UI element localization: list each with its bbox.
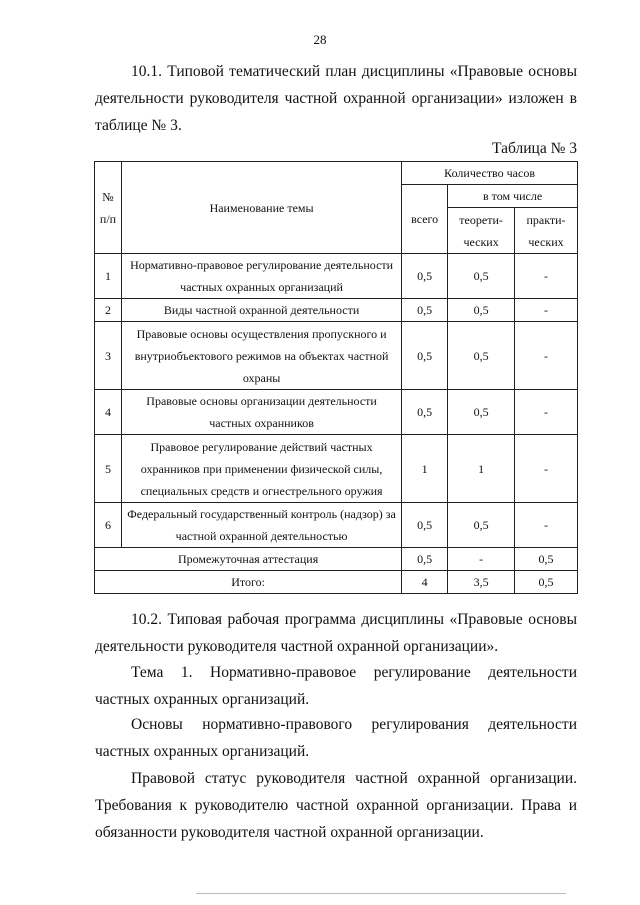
row-practice: - — [515, 322, 578, 390]
row-num: 1 — [95, 254, 122, 299]
summary-practice: 0,5 — [515, 548, 578, 571]
row-theory: 0,5 — [448, 503, 515, 548]
row-theory: 0,5 — [448, 254, 515, 299]
summary-label: Промежуточная аттестация — [95, 548, 402, 571]
row-theory: 0,5 — [448, 299, 515, 322]
row-theory: 0,5 — [448, 390, 515, 435]
row-total: 0,5 — [402, 390, 448, 435]
row-topic: Федеральный государственный контроль (надзор) за частной охранной деятельностью — [121, 503, 401, 548]
basics-paragraph-text: Основы нормативно-правового регулирования деятельности частных охранных организаций. — [95, 716, 577, 760]
header-topic: Наименование темы — [121, 162, 401, 254]
basics-paragraph — [95, 711, 577, 765]
summary-label: Итого: — [95, 571, 402, 594]
table-row — [95, 390, 578, 435]
row-practice: - — [515, 435, 578, 503]
table-caption: Таблица № 3 — [492, 140, 577, 157]
row-topic: Правовые основы организации деятельности частных охранников — [121, 390, 401, 435]
thematic-plan-table — [94, 161, 578, 594]
intro-paragraph-text: 10.1. Типовой тематический план дисциплины «Правовые основы деятельности руководителя частной охранной организации» изложен в таблице № 3. — [95, 63, 577, 134]
status-paragraph-text: Правовой статус руководителя частной охранной организации. Требования к руководителю частной охранной организации. Права и обязанности руководителя частной охранной организации. — [95, 770, 577, 841]
table-row — [95, 299, 578, 322]
row-theory: 1 — [448, 435, 515, 503]
table-row — [95, 503, 578, 548]
header-practice: практи- ческих — [515, 208, 578, 254]
row-practice: - — [515, 254, 578, 299]
row-practice: - — [515, 299, 578, 322]
summary-row — [95, 571, 578, 594]
row-total: 0,5 — [402, 299, 448, 322]
header-num: № п/п — [95, 162, 122, 254]
row-total: 0,5 — [402, 254, 448, 299]
topic-heading — [95, 659, 577, 713]
row-total: 1 — [402, 435, 448, 503]
status-paragraph — [95, 765, 577, 846]
summary-total: 4 — [402, 571, 448, 594]
topic-heading-text: Тема 1. Нормативно-правовое регулирование деятельности частных охранных организаций. — [95, 664, 577, 708]
summary-total: 0,5 — [402, 548, 448, 571]
row-theory: 0,5 — [448, 322, 515, 390]
row-practice: - — [515, 390, 578, 435]
row-practice: - — [515, 503, 578, 548]
row-num: 5 — [95, 435, 122, 503]
header-row — [95, 162, 578, 185]
summary-row — [95, 548, 578, 571]
table-row — [95, 322, 578, 390]
summary-practice: 0,5 — [515, 571, 578, 594]
table-row — [95, 254, 578, 299]
program-paragraph — [95, 606, 577, 660]
row-total: 0,5 — [402, 503, 448, 548]
summary-theory: - — [448, 548, 515, 571]
row-total: 0,5 — [402, 322, 448, 390]
header-total: всего — [402, 185, 448, 254]
row-topic: Виды частной охранной деятельности — [121, 299, 401, 322]
program-paragraph-text: 10.2. Типовая рабочая программа дисциплины «Правовые основы деятельности руководителя частной охранной организации». — [95, 611, 577, 655]
table-row — [95, 435, 578, 503]
row-topic: Правовое регулирование действий частных охранников при применении физической силы, специальных средств и огнестрельного оружия — [121, 435, 401, 503]
row-num: 6 — [95, 503, 122, 548]
row-num: 4 — [95, 390, 122, 435]
summary-theory: 3,5 — [448, 571, 515, 594]
bottom-scan-line — [196, 893, 566, 894]
header-hours: Количество часов — [402, 162, 578, 185]
header-including: в том числе — [448, 185, 578, 208]
row-topic: Правовые основы осуществления пропускного и внутриобъектового режимов на объектах частной охраны — [121, 322, 401, 390]
row-topic: Нормативно-правовое регулирование деятельности частных охранных организаций — [121, 254, 401, 299]
row-num: 3 — [95, 322, 122, 390]
row-num: 2 — [95, 299, 122, 322]
page-number: 28 — [313, 32, 327, 47]
header-theory: теорети- ческих — [448, 208, 515, 254]
intro-paragraph — [95, 58, 577, 139]
